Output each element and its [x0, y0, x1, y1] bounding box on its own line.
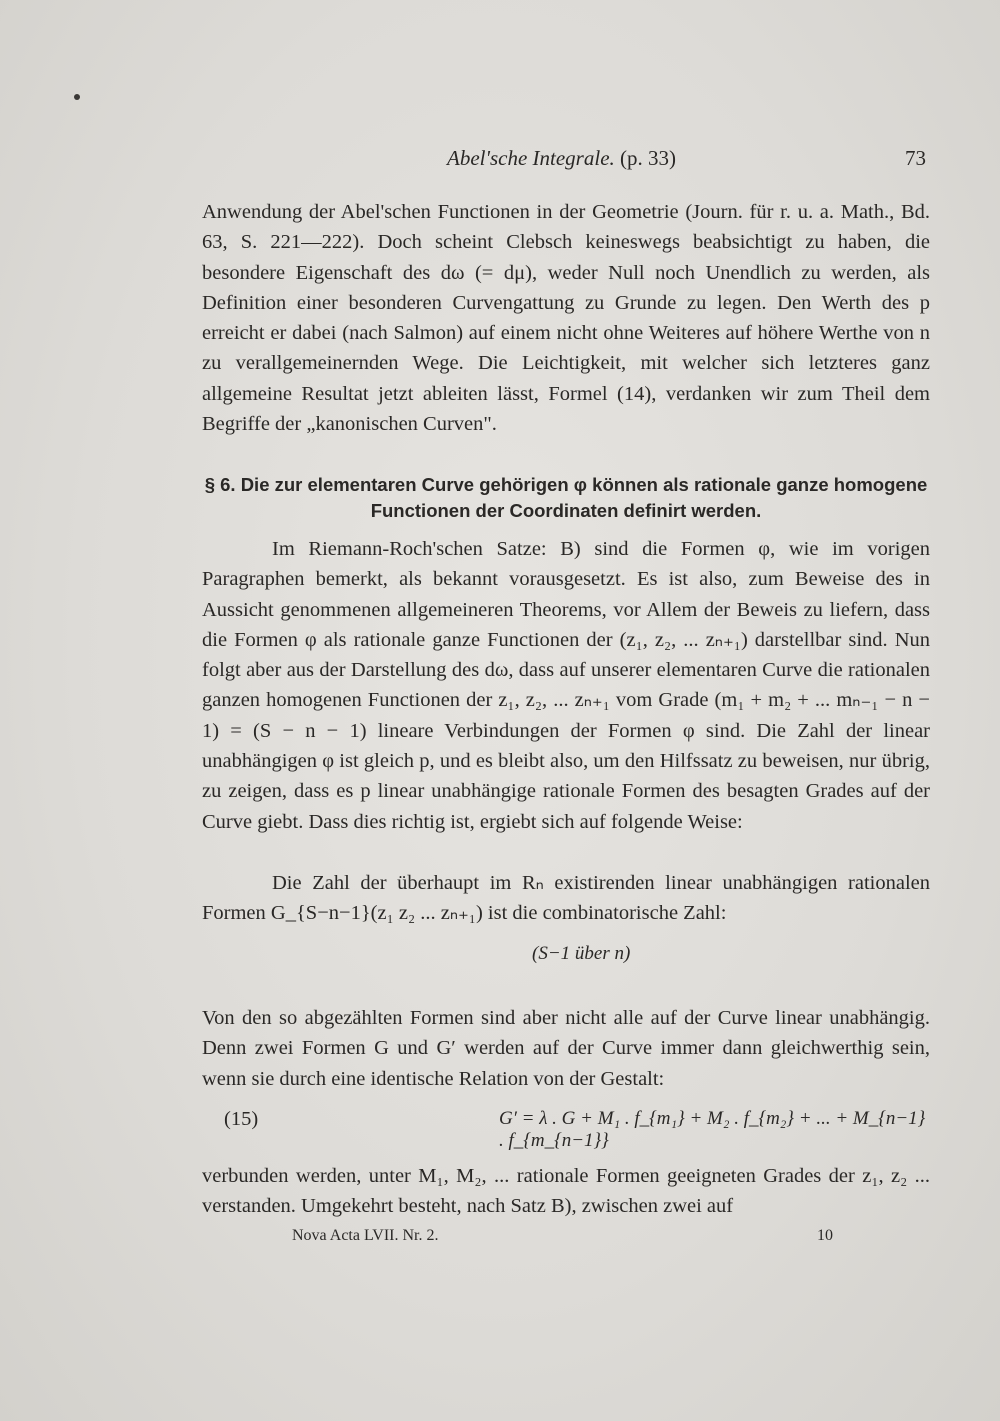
header-title: Abel'sche Integrale. (p. 33) [447, 146, 677, 170]
footer-series: Nova Acta LVII. Nr. 2. [292, 1227, 439, 1244]
paragraph-1: Anwendung der Abel'schen Functionen in der Geometrie (Journ. für r. u. a. Math., Bd. 63, S. 221—222). Doch scheint Clebsch keineswegs beabsichtigt zu haben, die besondere Eigenschaft des dω (= dμ), weder Null noch Unendlich zu werden, als Definition einer besonderen Curvengattung zu Grunde zu legen. Den Werth des p erreicht er dabei (nach Salmon) auf einem nicht ohne Weiteres auf höhere Werthe von n zu verallgemeinernden Wege. Die Leichtigkeit, mit welcher sich letzteres ganz allgemeine Resultat jetzt ableiten lässt, Formel (14), verdanken wir zum Theil dem Begriffe der „kanonischen Curven". [202, 201, 930, 436]
paragraph-3: Die Zahl der überhaupt im Rₙ existirenden linear unabhängigen rationalen Formen G_{S−n−1}(z₁ z₂ ... zₙ₊₁) ist die combinatorische Zahl: [202, 872, 930, 925]
running-header [0, 146, 1000, 176]
footer-sheet-number: 10 [817, 1227, 833, 1244]
binomial-coefficient: (S−1 über n) [532, 943, 631, 964]
ink-dot [74, 94, 80, 100]
equation-number: (15) [224, 1108, 259, 1130]
section-heading: § 6. Die zur elementaren Curve gehörigen φ können als rationale ganze homogene Functionen der Coordinaten definirt werden. [204, 474, 928, 521]
paragraph-2: Im Riemann-Roch'schen Satze: B) sind die Formen φ, wie im vorigen Paragraphen bemerkt, als bekannt vorausgesetzt. Es ist also, zum Beweise des in Aussicht genommenen allgemeineren Theorems, vor Allem der Beweis zu liefern, dass die Formen φ als rationale ganze Functionen der (z₁, z₂, ... zₙ₊₁) darstellbar sind. Nun folgt aber aus der Darstellung des dω, dass auf unserer elementaren Curve die rationalen ganzen homogenen Functionen der z₁, z₂, ... zₙ₊₁ vom Grade (m₁ + m₂ + ... mₙ₋₁ − n − 1) = (S − n − 1) lineare Verbindungen der Formen φ sind. Die Zahl der linear unabhängigen φ ist gleich p, und es bleibt also, um den Hilfssatz zu beweisen, nur übrig, zu zeigen, dass es p linear unabhängige rationale Formen des besagten Grades auf der Curve giebt. Dass dies richtig ist, ergiebt sich auf folgende Weise: [202, 538, 930, 833]
page-footer [0, 1227, 1000, 1251]
equation-15 [202, 1108, 930, 1151]
page-number: 73 [905, 146, 926, 170]
equation-formula: G′ = λ . G + M₁ . f_{m₁} + M₂ . f_{m₂} + ... + M_{n−1} . f_{m_{n−1}} [499, 1108, 926, 1151]
paragraph-4: Von den so abgezählten Formen sind aber nicht alle auf der Curve linear unabhängig. Denn zwei Formen G und G′ werden auf der Curve immer dann gleichwerthig sein, wenn sie durch eine identische Relation von der Gestalt: [202, 1007, 930, 1090]
paragraph-5: verbunden werden, unter M₁, M₂, ... rationale Formen geeigneten Grades der z₁, z₂ ... verstanden. Umgekehrt besteht, nach Satz B), zwischen zwei auf [202, 1165, 930, 1218]
